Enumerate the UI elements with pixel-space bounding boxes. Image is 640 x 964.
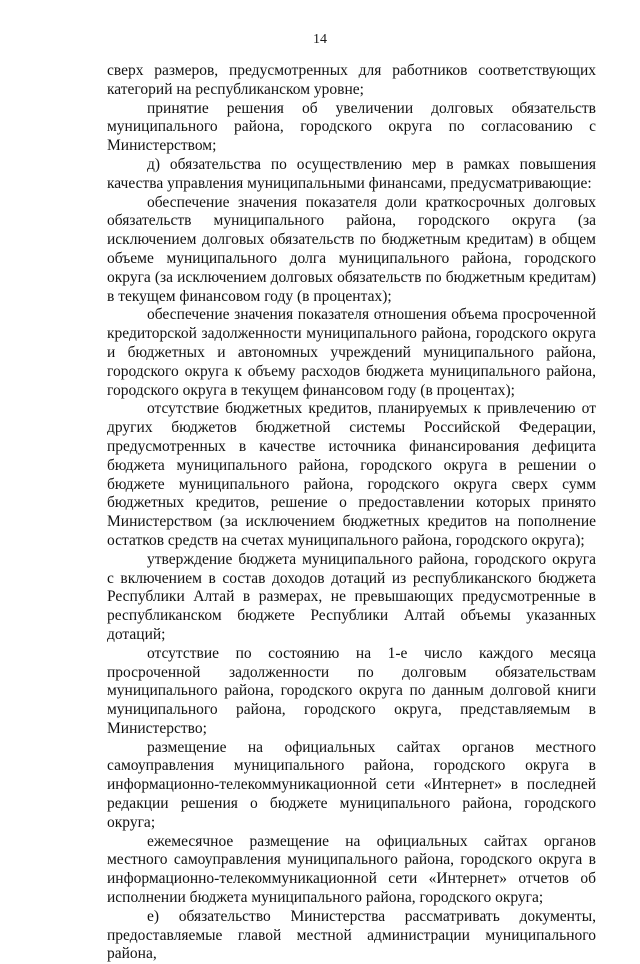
paragraph-2: принятие решения об увеличении долговых обязательств муниципального района, городского округа по согласованию с Министерством; bbox=[107, 99, 596, 155]
paragraph-9: размещение на официальных сайтах органов местного самоуправления муниципального района, городского округа в информационно-телекоммуникационной сети «Интернет» в последней редакции решения о бюджете муниципального района, городского округа; bbox=[107, 738, 596, 831]
paragraph-5: обеспечение значения показателя отношения объема просроченной кредиторской задолженности муниципального района, городского округа и бюджетных и автономных учреждений муниципального района, городского округа к объему расходов бюджета муниципального района, городского округа в текущем финансовом году (в процентах); bbox=[107, 306, 596, 399]
paragraph-10: ежемесячное размещение на официальных сайтах органов местного самоуправления муниципального района, городского округа в информационно-телекоммуникационной сети «Интернет» отчетов об исполнении бюджета муниципального района, городского округа; bbox=[107, 832, 596, 907]
paragraph-7: утверждение бюджета муниципального района, городского округа с включением в состав доходов дотаций из республиканского бюджета Республики Алтай в размерах, не превышающих предусмотренные в республиканском бюджете Республики Алтай объемы указанных дотаций; bbox=[107, 550, 596, 643]
paragraph-1: сверх размеров, предусмотренных для работников соответствующих категорий на республиканском уровне; bbox=[107, 62, 596, 98]
paragraph-11: е) обязательство Министерства рассматривать документы, предоставляемые главой местной администрации муниципального района, bbox=[107, 907, 596, 963]
paragraph-6: отсутствие бюджетных кредитов, планируемых к привлечению от других бюджетов бюджетной системы Российской Федерации, предусмотренных в качестве источника финансирования дефицита бюджета муниципального района, городского округа в решении о бюджете муниципального района, городского округа сверх сумм бюджетных кредитов, решение о предоставлении которых принято Министерством (за исключением бюджетных кредитов на пополнение остатков средств на счетах муниципального района, городского округа); bbox=[107, 400, 596, 549]
paragraph-3: д) обязательства по осуществлению мер в рамках повышения качества управления муниципальными финансами, предусматривающие: bbox=[107, 155, 596, 192]
document-body bbox=[107, 62, 596, 964]
page-number: 14 bbox=[313, 32, 327, 47]
paragraph-8: отсутствие по состоянию на 1-е число каждого месяца просроченной задолженности по долговым обязательствам муниципального района, городского округа по данным долговой книги муниципального района, городского округа, представляемым в Министерство; bbox=[107, 644, 596, 737]
paragraph-4: обеспечение значения показателя доли краткосрочных долговых обязательств муниципального района, городского округа (за исключением долговых обязательств по бюджетным кредитам) в общем объеме муниципального долга муниципального района, городского округа (за исключением долговых обязательств по бюджетным кредитам) в текущем финансовом году (в процентах); bbox=[107, 193, 596, 305]
